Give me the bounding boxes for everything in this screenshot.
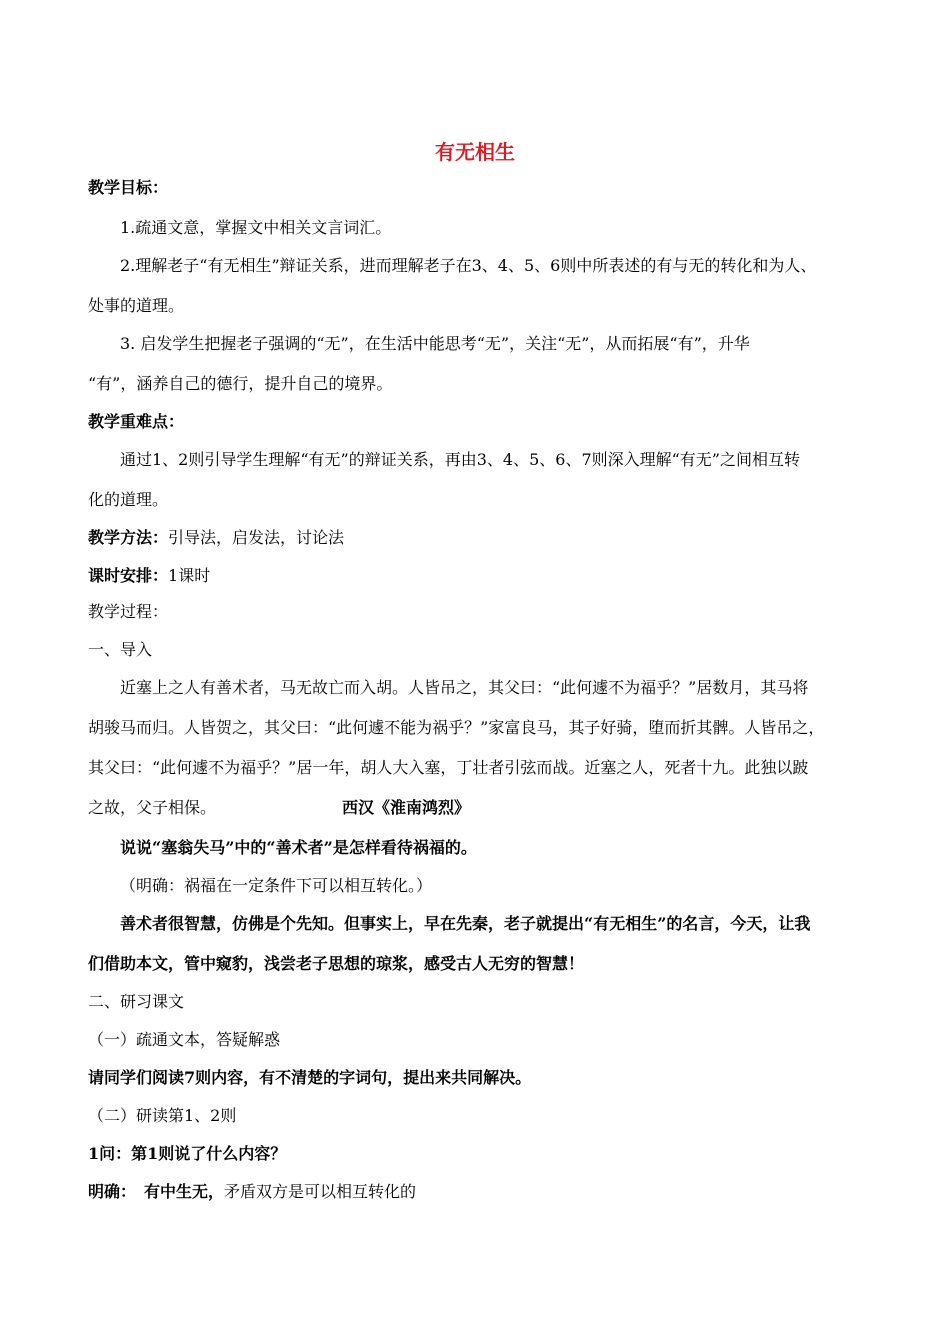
story-line-1: 近塞上之人有善术者，马无故亡而入胡。人皆吊之，其父曰：“此何遽不为福乎？”居数月，其马将	[120, 678, 809, 697]
keypoints-heading: 教学重难点：	[88, 412, 185, 431]
goal-1: 1.疏通文意，掌握文中相关文言词汇。	[120, 218, 392, 237]
reading-instruction: 请同学们阅读7则内容，有不清楚的字词句，提出来共同解决。	[88, 1068, 532, 1087]
story-source: 西汉《淮南鸿烈》	[342, 798, 471, 817]
method-label: 教学方法：	[88, 528, 169, 547]
answer-1	[88, 1182, 416, 1202]
process-heading: 教学过程：	[88, 602, 169, 621]
schedule-value: 1课时	[168, 566, 211, 585]
answer-1-bold: 有中生无，	[144, 1182, 225, 1201]
goal-3-line-1: 3. 启发学生把握老子强调的“无”，在生活中能思考“无”，关注“无”，从而拓展“有”，升华	[120, 334, 750, 353]
method-value: 引导法，启发法，讨论法	[168, 528, 345, 547]
story-line-4: 之故，父子相保。	[88, 798, 217, 817]
question-1: 1问：第1则说了什么内容？	[88, 1144, 287, 1163]
story-answer: （明确：祸福在一定条件下可以相互转化。）	[120, 876, 433, 895]
story-question: 说说“塞翁失马”中的“善术者”是怎样看待祸福的。	[120, 838, 477, 857]
story-line-2: 胡骏马而归。人皆贺之，其父曰：“此何遽不能为祸乎？”家富良马，其子好骑，堕而折其髀。人皆吊之，	[88, 718, 825, 737]
intro-line-2: 们借助本文，管中窥豹，浅尝老子思想的琼浆，感受古人无穷的智慧！	[88, 954, 585, 973]
subsection-1: （一）疏通文本，答疑解惑	[88, 1030, 281, 1049]
method-row	[88, 528, 344, 548]
page-title: 有无相生	[435, 140, 515, 164]
story-line-3: 其父曰：“此何遽不为福乎？”居一年，胡人大入塞，丁壮者引弦而战。近塞之人，死者十九。此独以跛	[88, 758, 809, 777]
schedule-label: 课时安排：	[88, 566, 169, 585]
section1-heading: 一、导入	[88, 640, 153, 659]
section2-heading: 二、研习课文	[88, 992, 185, 1011]
goal-2-line-1: 2.理解老子“有无相生”辩证关系，进而理解老子在3、4、5、6则中所表述的有与无的转化和为人、	[120, 256, 817, 275]
keypoints-line-1: 通过1、2则引导学生理解“有无”的辩证关系，再由3、4、5、6、7则深入理解“有无”之间相互转	[120, 450, 800, 469]
answer-1-label: 明确：	[88, 1182, 137, 1201]
keypoints-line-2: 化的道理。	[88, 490, 169, 509]
intro-line-1: 善术者很智慧，仿佛是个先知。但事实上，早在先秦，老子就提出“有无相生”的名言，今天，让我	[120, 914, 811, 933]
answer-1-rest: 矛盾双方是可以相互转化的	[224, 1182, 417, 1201]
schedule-row	[88, 566, 210, 586]
subsection-2: （二）研读第1、2则	[88, 1106, 237, 1125]
goal-2-line-2: 处事的道理。	[88, 296, 185, 315]
goals-heading: 教学目标：	[88, 178, 169, 197]
goal-3-line-2: “有”，涵养自己的德行，提升自己的境界。	[88, 374, 393, 393]
